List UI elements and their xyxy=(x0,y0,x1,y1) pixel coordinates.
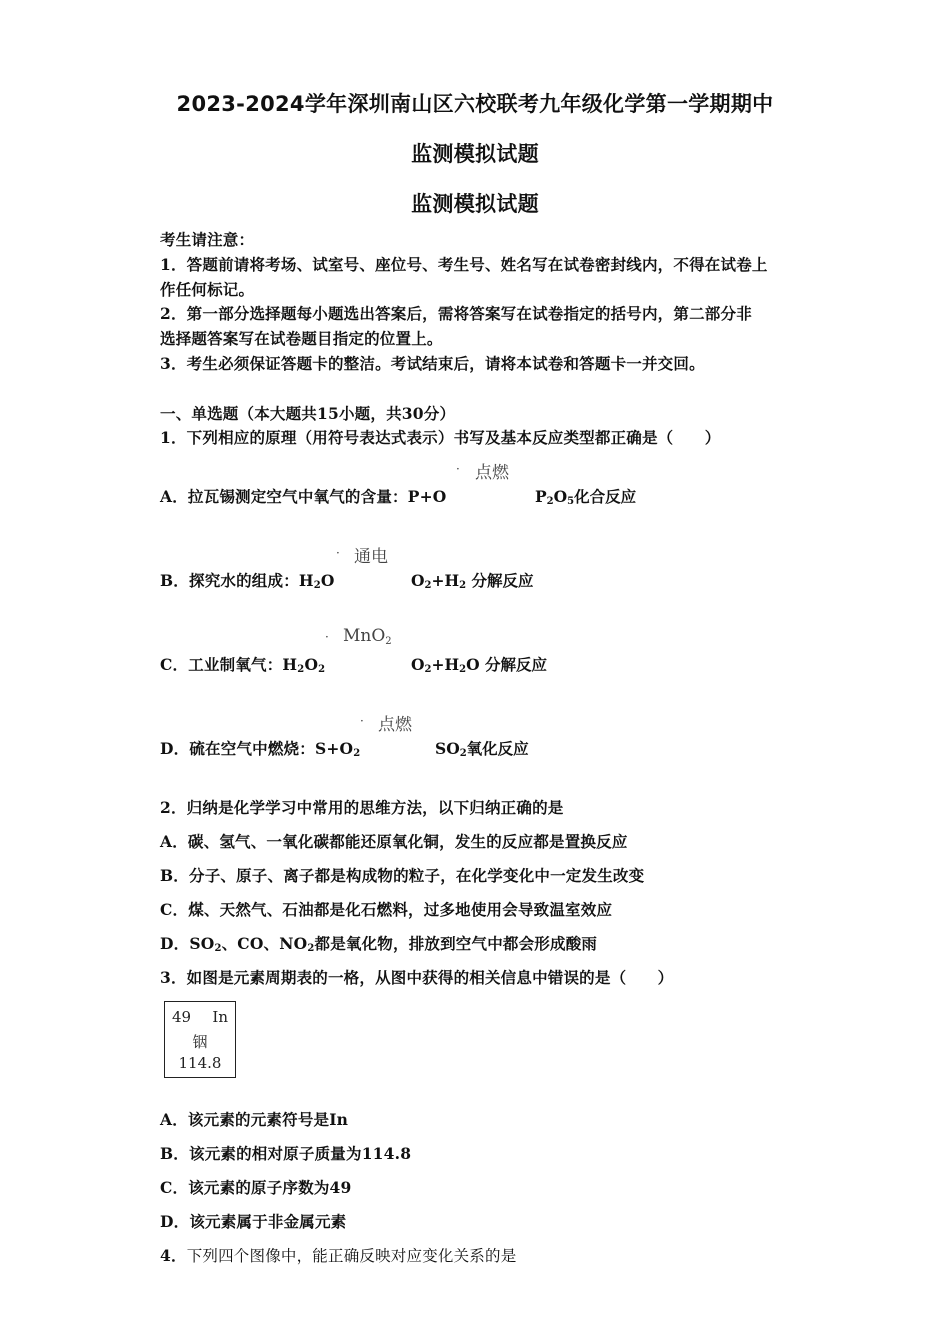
section-heading: 一、单选题（本大题共15小题，共30分） xyxy=(160,404,456,423)
question-2-option-b: B．分子、原子、离子都是构成物的粒子，在化学变化中一定发生改变 xyxy=(160,866,645,885)
notice-item: 作任何标记。 xyxy=(160,280,255,299)
question-3-option-d: D．该元素属于非金属元素 xyxy=(160,1212,347,1231)
notice-heading: 考生请注意： xyxy=(160,230,255,249)
question-3-stem: 3．如图是元素周期表的一格，从图中获得的相关信息中错误的是（ ） xyxy=(160,968,674,987)
question-4-stem xyxy=(160,1244,516,1266)
question-2-stem: 2．归纳是化学学习中常用的思维方法，以下归纳正确的是 xyxy=(160,798,564,817)
exam-title-line3: 监测模拟试题 xyxy=(411,192,539,216)
notice-item: 3．考生必须保证答题卡的整洁。考试结束后，请将本试卷和答题卡一并交回。 xyxy=(160,354,705,373)
reaction-condition: 点燃 xyxy=(378,715,412,735)
arrow-dot: · xyxy=(336,546,340,560)
question-number: 4． xyxy=(160,1246,187,1265)
element-symbol: In xyxy=(212,1008,228,1026)
arrow-dot: · xyxy=(360,714,364,728)
notice-item: 2．第一部分选择题每小题选出答案后，需将答案写在试卷指定的括号内，第二部分非 xyxy=(160,304,752,323)
atomic-mass: 114.8 xyxy=(178,1054,222,1072)
question-2-option-a: A．碳、氢气、一氧化碳都能还原氧化铜，发生的反应都是置换反应 xyxy=(160,832,628,851)
question-1-stem: 1．下列相应的原理（用符号表达式表示）书写及基本反应类型都正确是（ ） xyxy=(160,428,721,447)
periodic-table-cell xyxy=(164,1001,236,1078)
question-3-option-a: A．该元素的元素符号是In xyxy=(160,1110,349,1129)
exam-title-line2: 监测模拟试题 xyxy=(411,142,539,166)
reaction-catalyst: MnO$_2$ xyxy=(343,626,392,647)
notice-item: 1．答题前请将考场、试室号、座位号、考生号、姓名写在试卷密封线内，不得在试卷上 xyxy=(160,255,768,274)
atomic-number: 49 xyxy=(172,1008,192,1026)
arrow-dot: · xyxy=(325,630,329,644)
question-1-option-d: D．硫在空气中燃烧：$S+O_2$ xyxy=(160,739,361,759)
element-name: 铟 xyxy=(192,1033,208,1051)
question-1-option-b: B．探究水的组成：$H_2O$ xyxy=(160,571,335,591)
question-2-option-c: C．煤、天然气、石油都是化石燃料，过多地使用会导致温室效应 xyxy=(160,900,613,919)
question-1-option-c: C．工业制氧气：$H_2O_2$ xyxy=(160,655,326,675)
question-text: 下列四个图像中，能正确反映对应变化关系的是 xyxy=(186,1247,517,1265)
reaction-product: $P_2O_5$化合反应 xyxy=(535,487,637,507)
question-3-option-b: B．该元素的相对原子质量为114.8 xyxy=(160,1144,412,1163)
reaction-condition: 通电 xyxy=(354,547,388,567)
reaction-product: $O_2+H_2O$ 分解反应 xyxy=(411,655,548,675)
arrow-dot: · xyxy=(456,462,460,476)
reaction-product: $O_2+H_2$ 分解反应 xyxy=(411,571,534,591)
question-1-option-a xyxy=(160,485,446,507)
reaction-condition: 点燃 xyxy=(475,463,509,483)
question-3-option-c: C．该元素的原子序数为49 xyxy=(160,1178,352,1197)
notice-item: 选择题答案写在试卷题目指定的位置上。 xyxy=(160,329,443,348)
option-text: A．拉瓦锡测定空气中氧气的含量：P+O xyxy=(160,487,447,506)
question-2-option-d: D．$SO_2$、CO、$NO_2$都是氧化物，排放到空气中都会形成酸雨 xyxy=(160,934,598,954)
exam-title-line1: 2023-2024学年深圳南山区六校联考九年级化学第一学期期中 xyxy=(176,92,774,116)
reaction-product: $SO_2$氧化反应 xyxy=(435,739,529,759)
